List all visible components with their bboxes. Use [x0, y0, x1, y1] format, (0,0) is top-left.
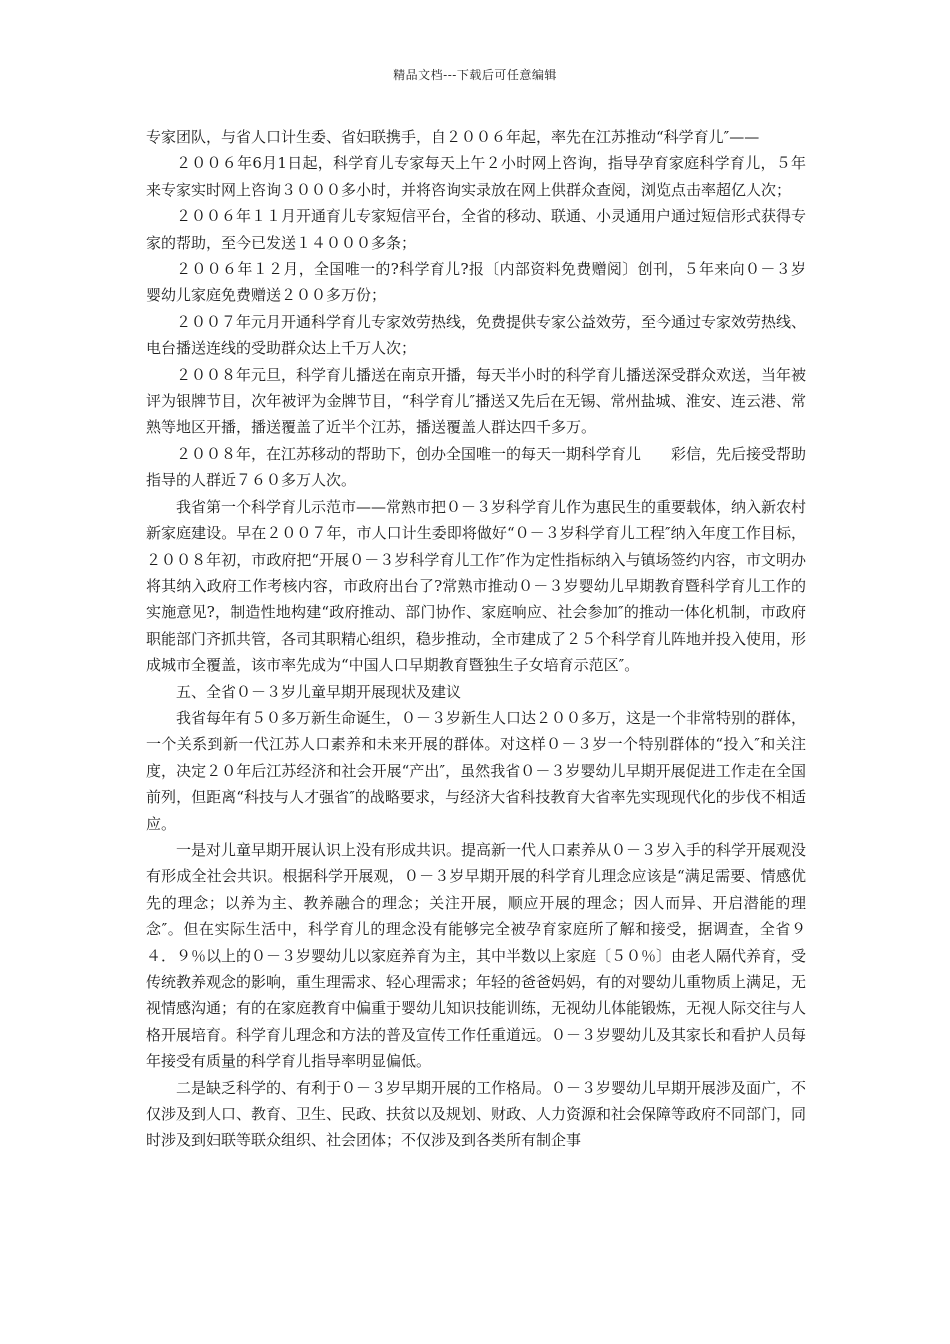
paragraph: 一是对儿童早期开展认识上没有形成共识。提高新一代人口素养从０－３岁入手的科学开展观没有形成全社会共识。根据科学开展观，０－３岁早期开展的科学育儿理念应该是“满足需要、情感优先的理念；以养为主、教养融合的理念；关注开展，顺应开展的理念；因人而异、开启潜能的理念″。但在实际生活中，科学育儿的理念没有能够完全被孕育家庭所了解和接受，据调查，全省９４．９％以上的０－３岁婴幼儿以家庭养育为主，其中半数以上家庭〔５０％〕由老人隔代养育，受传统教养观念的影响，重生理需求、轻心理需求；年轻的爸爸妈妈，有的对婴幼儿重物质上满足，无视情感沟通；有的在家庭教育中偏重于婴幼儿知识技能训练，无视幼儿体能锻炼，无视人际交往与人格开展培育。科学育儿理念和方法的普及宣传工作任重道远。０－３岁婴幼儿及其家长和看护人员每年接受有质量的科学育儿指导率明显偏低。 [146, 840, 807, 1071]
paragraph: ２００６年6月1日起，科学育儿专家每天上午２小时网上咨询，指导孕育家庭科学育儿，５年来专家实时网上咨询３０００多小时，并将咨询实录放在网上供群众查阅，浏览点击率超亿人次； [146, 154, 806, 199]
page-header: 精品文档---下载后可任意编辑 [393, 68, 557, 82]
paragraph: 二是缺乏科学的、有利于０－３岁早期开展的工作格局。０－３岁婴幼儿早期开展涉及面广，不仅涉及到人口、教育、卫生、民政、扶贫以及规划、财政、人力资源和社会保障等政府不同部门，同时涉及到妇联等联众组织、社会团体；不仅涉及到各类所有制企事 [146, 1078, 807, 1150]
paragraph: ２００６年１２月，全国唯一的?科学育儿?报〔内部资料免费赠阅〕创刊，５年来向０－３岁婴幼儿家庭免费赠送２００多万份； [146, 260, 806, 305]
paragraph: ２００７年元月开通科学育儿专家效劳热线，免费提供专家公益效劳，至今通过专家效劳热线、电台播送连线的受助群众达上千万人次； [146, 312, 807, 358]
paragraph: 专家团队，与省人口计生委、省妇联携手，自２００６年起，率先在江苏推动“科学育儿″—— [146, 128, 760, 146]
paragraph: 我省第一个科学育儿示范市——常熟市把０－３岁科学育儿作为惠民生的重要载体，纳入新农村新家庭建设。早在２００７年，市人口计生委即将做好“０－３岁科学育儿工程″纳入年度工作目标，２００８年初，市政府把“开展０－３岁科学育儿工作″作为定性指标纳入与镇场签约内容，市文明办将其纳入政府工作考核内容，市政府出台了?常熟市推动０－３岁婴幼儿早期教育暨科学育儿工作的实施意见?，制造性地构建“政府推动、部门协作、家庭响应、社会参加″的推动一体化机制，市政府职能部门齐抓共管，各司其职精心组织，稳步推动，全市建成了２５个科学育儿阵地并投入使用，形成城市全覆盖，该市率先成为“中国人口早期教育暨独生子女培育示范区″。 [146, 497, 807, 675]
paragraph: ２００６年１１月开通育儿专家短信平台，全省的移动、联通、小灵通用户通过短信形式获得专家的帮助，至今已发送１４０００多条； [146, 207, 807, 252]
section-heading: 五、全省０－３岁儿童早期开展现状及建议 [176, 682, 462, 701]
paragraph: 我省每年有５０多万新生命诞生，０－３岁新生人口达２００多万，这是一个非常特别的群体，一个关系到新一代江苏人口素养和未来开展的群体。对这样０－３岁一个特别群体的“投入″和关注度，决定２０年后江苏经济和社会开展“产出″，虽然我省０－３岁婴幼儿早期开展促进工作走在全国前列，但距离“科技与人才强省″的战略要求，与经济大省科技教育大省率先实现现代化的步伐不相适应。 [146, 708, 807, 833]
document-body [146, 124, 806, 1154]
paragraph: ２００８年，在江苏移动的帮助下，创办全国唯一的每天一期科学育儿 彩信，先后接受帮助指导的人群近７６０多万人次。 [146, 444, 807, 490]
paragraph: ２００８年元旦，科学育儿播送在南京开播，每天半小时的科学育儿播送深受群众欢送，当年被评为银牌节目，次年被评为金牌节目，“科学育儿″播送又先后在无锡、常州盐城、淮安、连云港、常熟等地区开播，播送覆盖了近半个江苏，播送覆盖人群达四千多万。 [146, 365, 807, 437]
